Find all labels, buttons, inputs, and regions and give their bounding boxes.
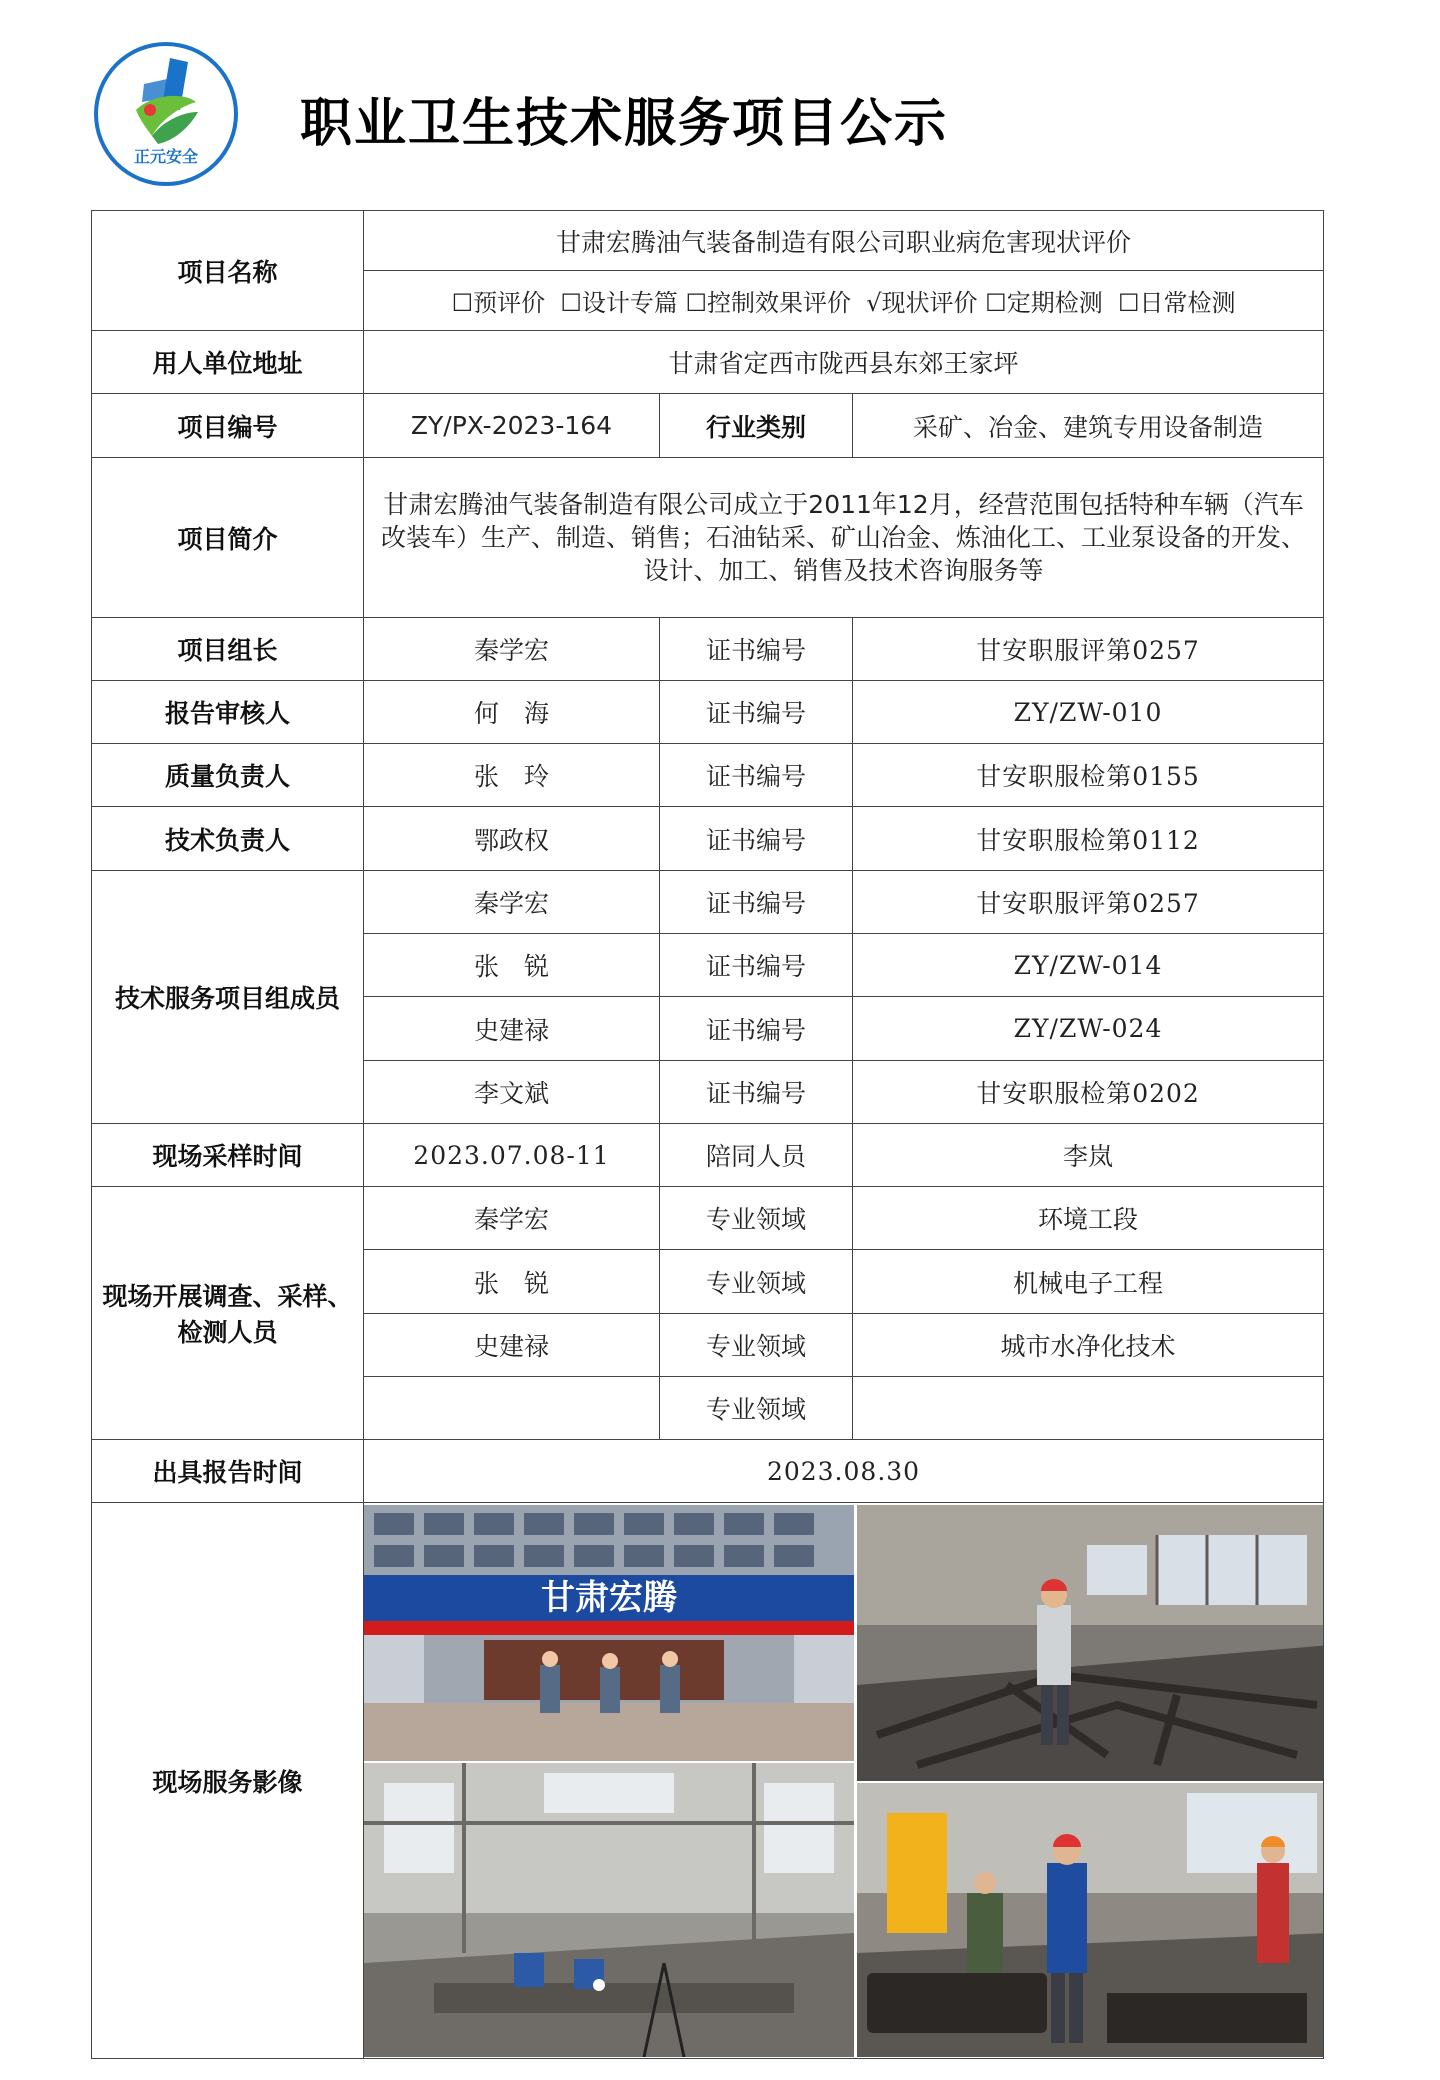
photo-grid (364, 1505, 1323, 2057)
staff-field: 机械电子工程 (853, 1250, 1324, 1314)
field-col-label: 专业领域 (660, 1377, 853, 1440)
cert-label: 证书编号 (660, 1061, 853, 1124)
photo-workshop-inspection (857, 1505, 1324, 1781)
project-name: 甘肃宏腾油气装备制造有限公司职业病危害现状评价 (364, 211, 1324, 271)
cert-label: 证书编号 (660, 681, 853, 744)
cert-label: 证书编号 (660, 618, 853, 681)
company-logo (92, 40, 240, 188)
cert-label: 证书编号 (660, 871, 853, 934)
project-intro: 甘肃宏腾油气装备制造有限公司成立于2011年12月，经营范围包括特种车辆（汽车改装车）生产、制造、销售；石油钻采、矿山冶金、炼油化工、工业泵设备的开发、设计、加工、销售及技术咨询服务等 (364, 458, 1324, 618)
industry: 采矿、冶金、建筑专用设备制造 (853, 394, 1324, 458)
reviewer-name: 何 海 (364, 681, 660, 744)
leader-label: 项目组长 (92, 618, 364, 681)
member-name: 李文斌 (364, 1061, 660, 1124)
field-col-label: 专业领域 (660, 1314, 853, 1377)
member-name: 史建禄 (364, 997, 660, 1061)
sampling-time: 2023.07.08-11 (364, 1124, 660, 1187)
quality-cert: 甘安职服检第0155 (853, 744, 1324, 807)
logo-text: 正元安全 (133, 147, 199, 166)
page-title: 职业卫生技术服务项目公示 (300, 94, 949, 154)
reviewer-label: 报告审核人 (92, 681, 364, 744)
companion-label: 陪同人员 (660, 1124, 853, 1187)
quality-name: 张 玲 (364, 744, 660, 807)
staff-name: 秦学宏 (364, 1187, 660, 1250)
member-cert: ZY/ZW-024 (853, 997, 1324, 1061)
tech-label: 技术负责人 (92, 807, 364, 871)
project-number-label: 项目编号 (92, 394, 364, 458)
address-label: 用人单位地址 (92, 331, 364, 394)
member-cert: ZY/ZW-014 (853, 934, 1324, 997)
member-cert: 甘安职服检第0202 (853, 1061, 1324, 1124)
building-banner-text: 甘肃宏腾 (541, 1577, 677, 1618)
intro-label: 项目简介 (92, 458, 364, 618)
member-cert: 甘安职服评第0257 (853, 871, 1324, 934)
field-staff-label: 现场开展调查、采样、检测人员 (92, 1187, 364, 1440)
staff-field: 城市水净化技术 (853, 1314, 1324, 1377)
cert-label: 证书编号 (660, 997, 853, 1061)
staff-field: 环境工段 (853, 1187, 1324, 1250)
industry-label: 行业类别 (660, 394, 853, 458)
reviewer-cert: ZY/ZW-010 (853, 681, 1324, 744)
sampling-time-label: 现场采样时间 (92, 1124, 364, 1187)
member-name: 张 锐 (364, 934, 660, 997)
leader-cert: 甘安职服评第0257 (853, 618, 1324, 681)
field-col-label: 专业领域 (660, 1250, 853, 1314)
report-date: 2023.08.30 (364, 1440, 1324, 1503)
report-date-label: 出具报告时间 (92, 1440, 364, 1503)
staff-name: 张 锐 (364, 1250, 660, 1314)
staff-name: 史建禄 (364, 1314, 660, 1377)
companion-name: 李岚 (853, 1124, 1324, 1187)
members-label: 技术服务项目组成员 (92, 871, 364, 1124)
photo-building (364, 1505, 854, 1761)
tech-cert: 甘安职服检第0112 (853, 807, 1324, 871)
address: 甘肃省定西市陇西县东郊王家坪 (364, 331, 1324, 394)
project-number: ZY/PX-2023-164 (364, 394, 660, 458)
cert-label: 证书编号 (660, 744, 853, 807)
staff-name (364, 1377, 660, 1440)
staff-field (853, 1377, 1324, 1440)
leader-name: 秦学宏 (364, 618, 660, 681)
member-name: 秦学宏 (364, 871, 660, 934)
photo-welding-hall (364, 1763, 854, 2057)
cert-label: 证书编号 (660, 807, 853, 871)
tech-name: 鄂政权 (364, 807, 660, 871)
project-name-label: 项目名称 (92, 211, 364, 331)
photos-label: 现场服务影像 (92, 1503, 364, 2059)
quality-label: 质量负责人 (92, 744, 364, 807)
project-types: ☐预评价 ☐设计专篇 ☐控制效果评价 √现状评价 ☐定期检测 ☐日常检测 (364, 271, 1324, 331)
cert-label: 证书编号 (660, 934, 853, 997)
photo-field-workers (857, 1783, 1324, 2057)
project-table (91, 210, 1324, 2059)
field-col-label: 专业领域 (660, 1187, 853, 1250)
